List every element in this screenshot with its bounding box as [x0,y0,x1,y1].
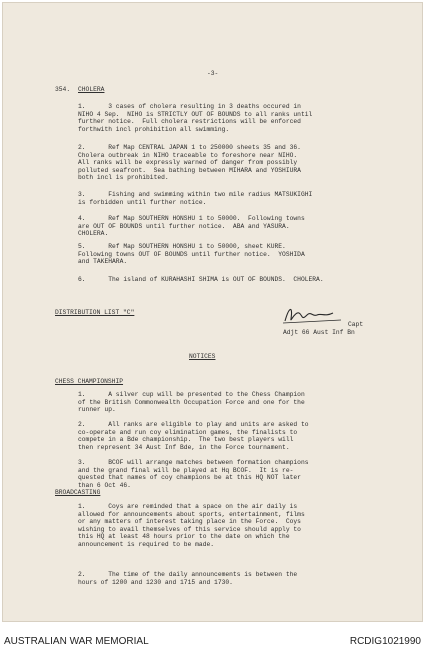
paragraph-line: 1. Coys are reminded that a space on the air daily is [78,503,298,510]
paragraph-line: 1. A silver cup will be presented to the Chess Champion [78,391,305,398]
paragraph-line: 2. Ref Map CENTRAL JAPAN 1 to 250000 sheets 35 and 36. [78,144,301,151]
section-number: 354. [55,86,71,93]
distribution-list: DISTRIBUTION LIST "C" [55,309,135,316]
paragraph-line: quested that names of coy champions be at this HQ NOT later [78,474,301,482]
paragraph-line: 5. Ref Map SOUTHERN HONSHU 1 to 50000, sheet KURE. [78,243,286,250]
paragraph-line: and the grand final will be played at Hq BCOF. It is re- [78,466,294,474]
handwritten-signature [281,303,351,327]
broadcasting-heading: BROADCASTING [55,489,101,496]
footer-bar [0,632,425,654]
paragraph-line: 6. The island of KURAHASHI SHIMA is OUT OF BOUNDS. CHOLERA. [78,276,324,283]
paragraph-line: is forbidden until further notice. [78,198,207,206]
paragraph-line: this HQ at least 48 hours prior to the date on which the [78,533,290,541]
paragraph-line: hours of 1200 and 1230 and 1715 and 1730. [78,578,233,586]
paragraph-line: co-operate and run coy elimination games, the finalists to [78,428,298,436]
paragraph-line: announcement is required to be made. [78,541,215,548]
notices-title: NOTICES [189,353,216,360]
paragraph-line: or any matters of interest taking place in the Force. Coys [78,518,301,526]
paragraph-line: 2. The time of the daily announcements is between the [78,571,298,578]
paragraph-line: Following towns OUT OF BOUNDS until further notice. YOSHIDA [78,250,305,258]
paragraph-line: than 6 Oct 46. [78,481,131,489]
document-page [2,2,423,622]
paragraph-line: of the British Commonwealth Occupation Force and one for the [78,398,305,406]
chess-heading: CHESS CHAMPIONSHIP [55,378,124,385]
section-title: CHOLERA [78,86,105,93]
paragraph-line: 4. Ref Map SOUTHERN HONSHU 1 to 50000. Following towns [78,215,305,222]
paragraph-line: allowed for announcements about sports, entertainment, films [78,510,305,518]
paragraph-line: 1. 3 cases of cholera resulting in 3 deaths occured in [78,103,301,110]
signoff-appointment: Adjt 66 Aust Inf Bn [283,329,355,336]
paragraph-line: All ranks will be expressly warned of danger from possibly [78,159,298,167]
signoff-rank: Capt [348,321,364,328]
paragraph-line: CHOLERA. [78,230,109,238]
paragraph-line: 2. All ranks are eligible to play and units are asked to [78,421,309,428]
paragraph-line: compete in a Bde championship. The two best players will [78,436,294,444]
paragraph-line: polluted seafront. Sea bathing between MIHARA and YOSHIURA [78,166,301,174]
footer-id: RCDIG1021990 [349,636,421,647]
paragraph-line: are OUT OF BOUNDS until further notice. ABA and YASURA. [78,222,290,230]
paragraph-line: further notice. Full cholera restrictions will be enforced [78,118,301,126]
paragraph-line: 3. Fishing and swimming within two mile radius MATSUKIGHI [78,191,313,198]
paragraph-line: Cholera outbreak in NIHO traceable to foreshore near NIHO. [78,151,298,159]
paragraph-line: forthwith incl prohibition all swimming. [78,125,230,133]
paragraph-line: NIHO 4 Sep. NIHO is STRICTLY OUT OF BOUNDS to all ranks until [78,110,313,118]
paragraph-line: both incl is prohibited. [78,174,169,182]
paragraph-line: runner up. [78,406,116,414]
paragraph-line: 3. BCOF will arrange matches between formation champions [78,459,309,466]
paragraph-line: and TAKEHARA. [78,258,128,266]
paragraph-line: then represent 34 Aust Inf Bde, in the Force tournament. [78,443,290,451]
page-number: -3- [207,70,219,77]
footer-source: AUSTRALIAN WAR MEMORIAL [4,636,149,647]
paragraph-line: wishing to avail themselves of this service should apply to [78,525,301,533]
